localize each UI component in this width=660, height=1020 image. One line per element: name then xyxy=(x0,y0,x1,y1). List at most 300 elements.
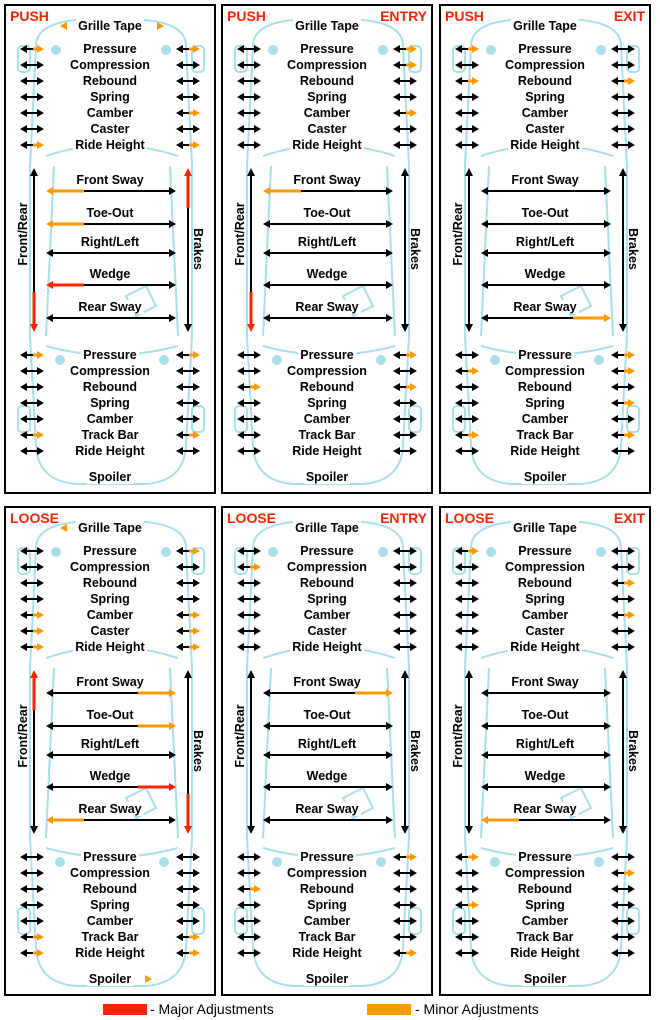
arrow-head-down xyxy=(247,324,255,332)
mid-label xyxy=(441,802,649,816)
front-label xyxy=(441,640,649,654)
mid-arrow xyxy=(46,281,176,289)
rear-label xyxy=(223,914,431,928)
brakes-label: Brakes xyxy=(626,228,640,270)
rear-label xyxy=(223,396,431,410)
mid-label-text: Right/Left xyxy=(80,737,140,751)
arrow-head-left xyxy=(263,187,270,195)
arrow-head-right xyxy=(169,314,176,322)
arrow-head-down xyxy=(30,324,38,332)
front-label-text: Pressure xyxy=(300,42,354,56)
mid-label xyxy=(223,737,431,751)
mid-label-text: Rear Sway xyxy=(295,802,359,816)
brakes-label: Brakes xyxy=(408,730,422,772)
mid-arrow xyxy=(481,187,611,195)
front-label-text: Ride Height xyxy=(75,138,145,152)
rear-label-text: Ride Height xyxy=(510,946,580,960)
mid-arrow xyxy=(46,187,176,195)
mid-label xyxy=(223,769,431,783)
brakes-label: Brakes xyxy=(191,730,205,772)
rear-label xyxy=(6,946,214,960)
arrow-head-left xyxy=(46,220,53,228)
spoiler-label xyxy=(441,470,649,484)
mid-label xyxy=(223,675,431,689)
rear-label xyxy=(223,444,431,458)
arrow-head-right xyxy=(604,816,611,824)
front-rear-label: Front/Rear xyxy=(233,202,247,266)
panel-title-left: LOOSE xyxy=(445,510,495,526)
mid-label-text: Toe-Out xyxy=(303,708,351,722)
rear-label-text: Rebound xyxy=(82,882,138,896)
legend-major: - Major Adjustments xyxy=(150,1001,274,1017)
rear-label-text: Rebound xyxy=(299,882,355,896)
rear-label-text: Rebound xyxy=(299,380,355,394)
panel-title-right: EXIT xyxy=(613,510,645,526)
front-label-text: Camber xyxy=(86,106,134,120)
grille-tape-label xyxy=(223,19,431,33)
rear-label xyxy=(6,396,214,410)
rear-label-text: Camber xyxy=(303,412,351,426)
front-label xyxy=(223,138,431,152)
front-label-text: Rebound xyxy=(517,74,573,88)
rear-label xyxy=(223,412,431,426)
rear-label xyxy=(223,850,431,864)
rear-label xyxy=(441,946,649,960)
rear-label xyxy=(6,380,214,394)
front-label xyxy=(441,58,649,72)
front-label xyxy=(6,42,214,56)
mid-label xyxy=(6,769,214,783)
front-label-text: Camber xyxy=(86,608,134,622)
legend-minor: - Minor Adjustments xyxy=(415,1001,539,1017)
setup-panel xyxy=(221,506,433,996)
spoiler-label xyxy=(6,470,214,484)
front-label-text: Ride Height xyxy=(510,640,580,654)
front-label-text: Pressure xyxy=(83,42,137,56)
mid-arrow xyxy=(481,751,611,759)
mid-label xyxy=(6,267,214,281)
mid-arrow xyxy=(481,281,611,289)
rear-label xyxy=(223,898,431,912)
front-label xyxy=(441,122,649,136)
rear-label xyxy=(441,850,649,864)
front-label-text: Caster xyxy=(307,122,347,136)
rear-label xyxy=(223,364,431,378)
front-label xyxy=(6,640,214,654)
rear-label xyxy=(223,380,431,394)
front-label xyxy=(6,122,214,136)
front-label xyxy=(441,138,649,152)
arrow-head-down xyxy=(619,324,627,332)
mid-label-text: Right/Left xyxy=(515,737,575,751)
rear-label xyxy=(6,882,214,896)
rear-label xyxy=(6,364,214,378)
rear-label-text: Rebound xyxy=(517,380,573,394)
grille-tape-label-text: Grille Tape xyxy=(78,521,142,535)
spoiler-label xyxy=(441,972,649,986)
rear-label xyxy=(223,428,431,442)
mid-label xyxy=(6,737,214,751)
rear-label-text: Pressure xyxy=(300,850,354,864)
front-label-text: Caster xyxy=(525,624,565,638)
front-label-text: Rebound xyxy=(299,576,355,590)
front-label-text: Pressure xyxy=(518,544,572,558)
rear-label xyxy=(441,428,649,442)
arrow-head-left xyxy=(481,220,488,228)
mid-label xyxy=(223,267,431,281)
grille-tape-label xyxy=(6,521,214,535)
mid-label xyxy=(441,675,649,689)
arrow-head-down xyxy=(619,826,627,834)
mid-arrow xyxy=(263,220,393,228)
mid-label-text: Toe-Out xyxy=(303,206,351,220)
rear-label-text: Rebound xyxy=(517,882,573,896)
panel-title-left: PUSH xyxy=(10,8,49,24)
front-rear-label: Front/Rear xyxy=(451,202,465,266)
mid-label xyxy=(223,300,431,314)
mid-label xyxy=(6,206,214,220)
mid-arrow xyxy=(263,187,393,195)
arrow-head-left xyxy=(263,220,270,228)
rear-label xyxy=(223,930,431,944)
front-label-text: Spring xyxy=(307,90,347,104)
grille-tape-label-text: Grille Tape xyxy=(295,521,359,535)
brakes-label: Brakes xyxy=(408,228,422,270)
front-label xyxy=(223,592,431,606)
mid-label-text: Right/Left xyxy=(515,235,575,249)
mid-label-text: Right/Left xyxy=(297,235,357,249)
rear-label-text: Track Bar xyxy=(81,428,139,442)
rear-label xyxy=(223,866,431,880)
front-label xyxy=(441,544,649,558)
mid-label xyxy=(223,206,431,220)
front-label xyxy=(441,106,649,120)
front-label-text: Rebound xyxy=(82,74,138,88)
minor-swatch xyxy=(367,1004,411,1015)
mid-arrow xyxy=(263,722,393,730)
rear-label xyxy=(441,364,649,378)
arrow-head-down xyxy=(184,324,192,332)
arrow-head-down xyxy=(465,826,473,834)
arrow-head-left xyxy=(481,722,488,730)
rear-label xyxy=(6,444,214,458)
mid-label xyxy=(6,173,214,187)
grille-tape-label-text: Grille Tape xyxy=(78,19,142,33)
front-label-text: Camber xyxy=(521,106,569,120)
mid-label xyxy=(441,267,649,281)
rear-label xyxy=(6,914,214,928)
rear-label-text: Pressure xyxy=(83,850,137,864)
rear-label-text: Spring xyxy=(90,396,130,410)
front-label-text: Compression xyxy=(505,560,585,574)
mid-label xyxy=(223,173,431,187)
mid-arrow xyxy=(481,314,611,322)
front-label-text: Rebound xyxy=(82,576,138,590)
rear-label-text: Track Bar xyxy=(516,428,574,442)
front-label-text: Rebound xyxy=(517,576,573,590)
spoiler-label-text: Spoiler xyxy=(305,972,349,986)
front-label xyxy=(441,624,649,638)
panel-title-left: LOOSE xyxy=(227,510,277,526)
front-label xyxy=(223,42,431,56)
arrow-head-down xyxy=(247,826,255,834)
front-rear-label: Front/Rear xyxy=(16,202,30,266)
spoiler-label-text: Spoiler xyxy=(523,972,567,986)
mid-label-text: Toe-Out xyxy=(521,708,569,722)
mid-label xyxy=(6,675,214,689)
arrow-head-left xyxy=(481,689,488,697)
rear-label-text: Spring xyxy=(307,898,347,912)
front-label-text: Pressure xyxy=(83,544,137,558)
arrow-head-right xyxy=(386,689,393,697)
front-label xyxy=(6,74,214,88)
rear-label-text: Camber xyxy=(86,412,134,426)
front-label xyxy=(6,544,214,558)
setup-panel xyxy=(4,4,216,494)
mid-label xyxy=(6,708,214,722)
rear-label xyxy=(441,396,649,410)
mid-label xyxy=(223,235,431,249)
front-label-text: Ride Height xyxy=(75,640,145,654)
mid-label xyxy=(441,206,649,220)
front-label xyxy=(441,592,649,606)
front-label-text: Ride Height xyxy=(510,138,580,152)
arrow-head-left xyxy=(46,722,53,730)
front-label-text: Pressure xyxy=(518,42,572,56)
setup-panel xyxy=(439,506,651,996)
front-label xyxy=(441,608,649,622)
front-label xyxy=(441,74,649,88)
rear-label xyxy=(441,380,649,394)
spoiler-label-text: Spoiler xyxy=(305,470,349,484)
mid-label-text: Right/Left xyxy=(297,737,357,751)
mid-label xyxy=(6,802,214,816)
grille-tape-label-text: Grille Tape xyxy=(295,19,359,33)
mid-label-text: Right/Left xyxy=(80,235,140,249)
front-label xyxy=(223,74,431,88)
mid-arrow xyxy=(46,314,176,322)
front-label xyxy=(223,640,431,654)
front-label xyxy=(6,624,214,638)
setup-panel xyxy=(221,4,433,494)
panel-title-right: ENTRY xyxy=(380,8,427,24)
spoiler-label-text: Spoiler xyxy=(523,470,567,484)
front-label-text: Caster xyxy=(525,122,565,136)
grille-tape-label-text: Grille Tape xyxy=(513,521,577,535)
rear-label xyxy=(223,946,431,960)
panel-title-right: EXIT xyxy=(613,8,645,24)
rear-label-text: Spring xyxy=(525,898,565,912)
front-label xyxy=(223,90,431,104)
front-label-text: Caster xyxy=(90,624,130,638)
mid-arrow xyxy=(263,281,393,289)
front-label xyxy=(6,90,214,104)
mid-arrow xyxy=(263,249,393,257)
mid-label-text: Toe-Out xyxy=(86,708,134,722)
panel-title-left: PUSH xyxy=(445,8,484,24)
mid-arrow xyxy=(46,689,176,697)
front-label xyxy=(441,560,649,574)
front-label xyxy=(223,608,431,622)
mid-arrow xyxy=(263,689,393,697)
rear-label xyxy=(441,866,649,880)
mid-label xyxy=(441,737,649,751)
front-label-text: Spring xyxy=(90,90,130,104)
grille-tape-label xyxy=(441,19,649,33)
arrow-head-right xyxy=(169,689,176,697)
mid-label xyxy=(441,173,649,187)
mid-arrow xyxy=(46,783,176,791)
rear-label-text: Pressure xyxy=(83,348,137,362)
front-label-text: Spring xyxy=(90,592,130,606)
front-label-text: Rebound xyxy=(299,74,355,88)
rear-label xyxy=(6,930,214,944)
grille-tape-label xyxy=(223,521,431,535)
front-label xyxy=(441,90,649,104)
rear-label-text: Rebound xyxy=(82,380,138,394)
spoiler-label xyxy=(6,972,214,986)
front-label xyxy=(441,576,649,590)
mid-label xyxy=(223,802,431,816)
front-label xyxy=(6,608,214,622)
rear-label xyxy=(223,882,431,896)
rear-label xyxy=(441,914,649,928)
front-label xyxy=(223,624,431,638)
arrow-head-right xyxy=(604,314,611,322)
front-label xyxy=(6,560,214,574)
mid-label-text: Rear Sway xyxy=(78,802,142,816)
arrow-head-left xyxy=(263,689,270,697)
setup-panel xyxy=(439,4,651,494)
arrow-head-left xyxy=(263,722,270,730)
mid-label-text: Toe-Out xyxy=(86,206,134,220)
mid-label-text: Front Sway xyxy=(293,173,361,187)
arrow-head-down xyxy=(401,324,409,332)
rear-label-text: Spring xyxy=(525,396,565,410)
mid-arrow xyxy=(46,722,176,730)
mid-label-text: Front Sway xyxy=(511,173,579,187)
front-label xyxy=(223,106,431,120)
arrow-head-down xyxy=(30,826,38,834)
mid-arrow xyxy=(263,751,393,759)
front-label xyxy=(6,138,214,152)
rear-label xyxy=(441,882,649,896)
grille-tape-label-text: Grille Tape xyxy=(513,19,577,33)
front-label xyxy=(6,592,214,606)
rear-label-text: Track Bar xyxy=(81,930,139,944)
mid-label xyxy=(441,300,649,314)
mid-label-text: Rear Sway xyxy=(295,300,359,314)
panel-title-left: LOOSE xyxy=(10,510,60,526)
arrow-head-right xyxy=(386,816,393,824)
rear-label-text: Camber xyxy=(521,412,569,426)
arrow-head-right xyxy=(169,187,176,195)
rear-label-text: Ride Height xyxy=(292,946,362,960)
front-label-text: Caster xyxy=(307,624,347,638)
rear-label-text: Compression xyxy=(70,866,150,880)
mid-label-text: Front Sway xyxy=(511,675,579,689)
front-label-text: Compression xyxy=(505,58,585,72)
mid-label xyxy=(441,235,649,249)
rear-label-text: Track Bar xyxy=(298,930,356,944)
rear-label xyxy=(441,898,649,912)
mid-arrow xyxy=(263,783,393,791)
rear-label xyxy=(441,348,649,362)
rear-label-text: Camber xyxy=(86,914,134,928)
rear-label-text: Compression xyxy=(287,866,367,880)
front-label xyxy=(223,560,431,574)
spoiler-label xyxy=(223,972,431,986)
mid-label-text: Wedge xyxy=(306,769,348,783)
rear-label xyxy=(441,444,649,458)
rear-label-text: Camber xyxy=(303,914,351,928)
rear-label xyxy=(6,866,214,880)
mid-label-text: Wedge xyxy=(306,267,348,281)
mid-label-text: Wedge xyxy=(524,769,566,783)
arrow-head-down xyxy=(184,826,192,834)
panel-title-right: ENTRY xyxy=(380,510,427,526)
rear-label-text: Spring xyxy=(90,898,130,912)
front-label xyxy=(223,58,431,72)
mid-label-text: Front Sway xyxy=(76,675,144,689)
rear-label-text: Spring xyxy=(307,396,347,410)
mid-label-text: Wedge xyxy=(524,267,566,281)
rear-label-text: Compression xyxy=(505,866,585,880)
rear-label-text: Ride Height xyxy=(292,444,362,458)
arrow-head-left xyxy=(481,187,488,195)
rear-label-text: Compression xyxy=(505,364,585,378)
front-label-text: Spring xyxy=(525,90,565,104)
front-label-text: Ride Height xyxy=(292,138,362,152)
arrow-head-down xyxy=(465,324,473,332)
rear-label xyxy=(6,428,214,442)
front-rear-label: Front/Rear xyxy=(233,704,247,768)
mid-arrow xyxy=(481,722,611,730)
front-label xyxy=(6,576,214,590)
mid-label-text: Wedge xyxy=(89,267,131,281)
brakes-label: Brakes xyxy=(191,228,205,270)
rear-label xyxy=(223,348,431,362)
mid-arrow xyxy=(481,689,611,697)
front-label-text: Caster xyxy=(90,122,130,136)
mid-label-text: Rear Sway xyxy=(513,300,577,314)
front-label-text: Spring xyxy=(307,592,347,606)
grille-tape-label xyxy=(441,521,649,535)
front-rear-label: Front/Rear xyxy=(16,704,30,768)
mid-arrow xyxy=(263,816,393,824)
front-rear-label: Front/Rear xyxy=(451,704,465,768)
front-label-text: Camber xyxy=(303,608,351,622)
major-swatch xyxy=(103,1004,147,1015)
mid-arrow xyxy=(481,249,611,257)
mid-arrow xyxy=(46,220,176,228)
mid-label-text: Toe-Out xyxy=(521,206,569,220)
mid-label xyxy=(223,708,431,722)
rear-label xyxy=(441,412,649,426)
mid-label-text: Wedge xyxy=(89,769,131,783)
rear-label xyxy=(6,348,214,362)
front-label xyxy=(223,122,431,136)
brakes-label: Brakes xyxy=(626,730,640,772)
front-label xyxy=(223,576,431,590)
front-label-text: Compression xyxy=(70,58,150,72)
rear-label-text: Track Bar xyxy=(298,428,356,442)
front-label-text: Compression xyxy=(287,58,367,72)
rear-label-text: Ride Height xyxy=(510,444,580,458)
arrow-head-left xyxy=(46,689,53,697)
rear-label-text: Track Bar xyxy=(516,930,574,944)
arrow-head-right xyxy=(386,187,393,195)
